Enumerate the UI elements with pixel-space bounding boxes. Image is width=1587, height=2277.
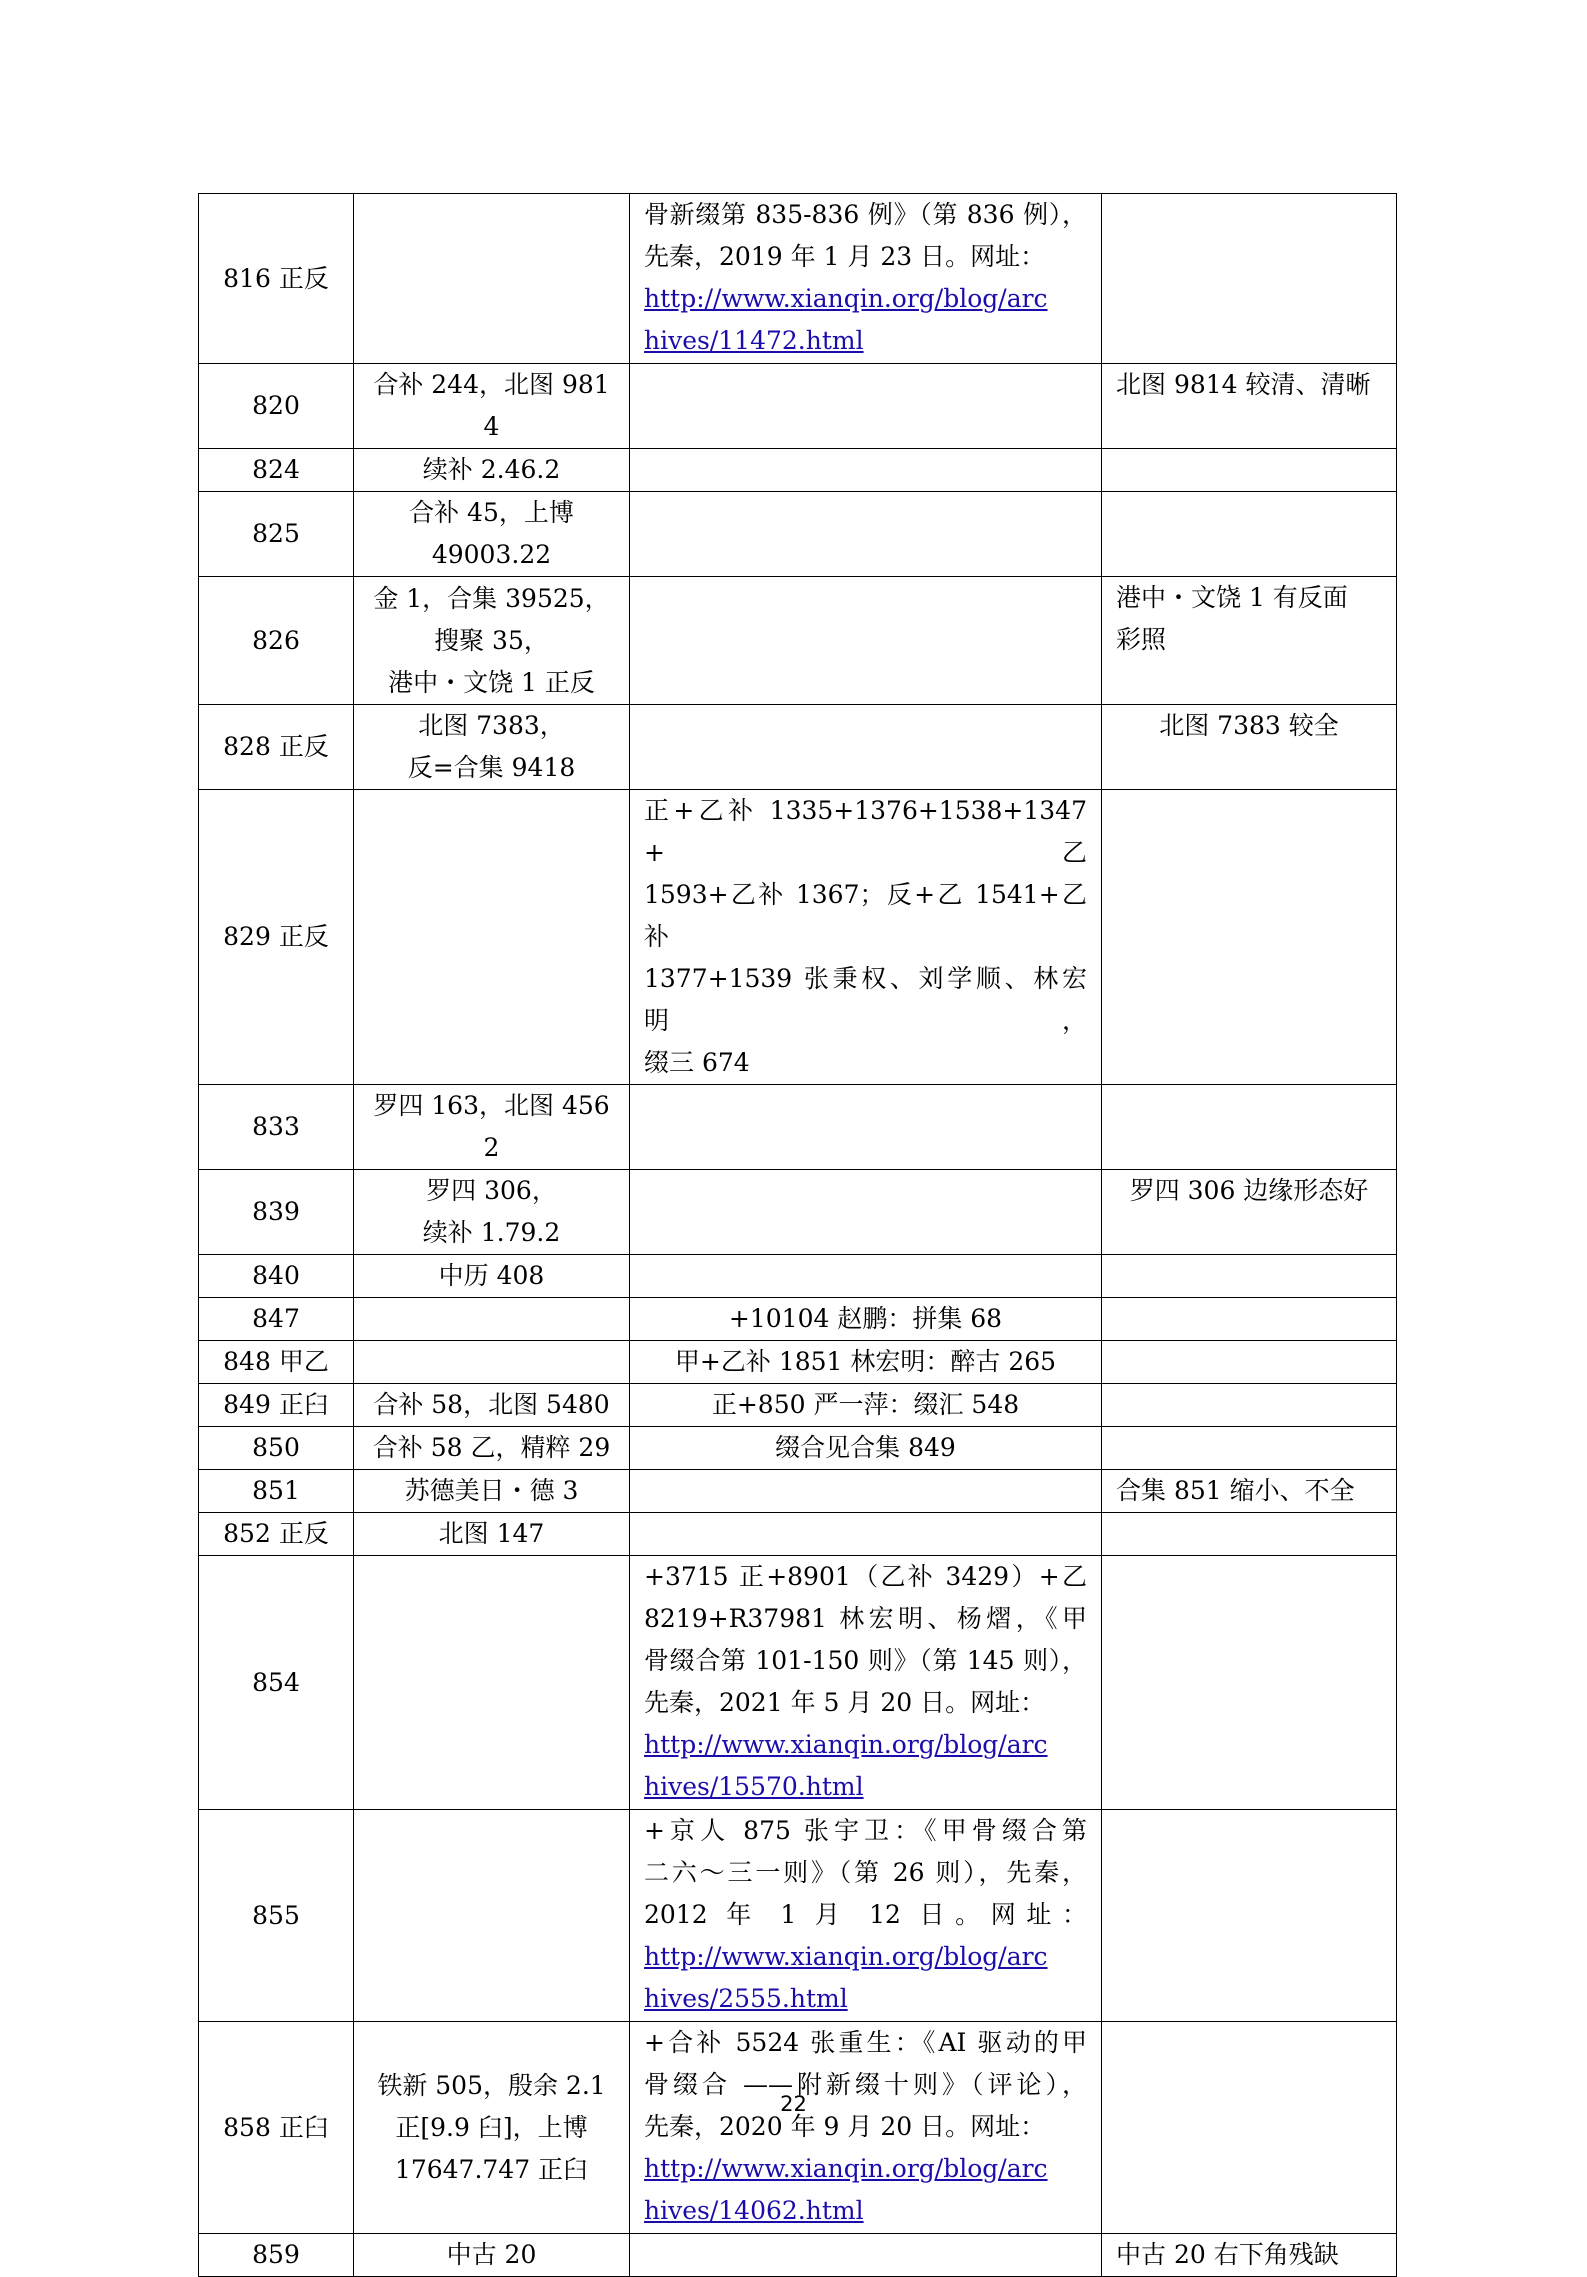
- url-link[interactable]: hives/11472.html: [644, 326, 864, 355]
- cell-note: [1102, 1170, 1397, 1255]
- join-line: 甲+乙补 1851 林宏明：醉古 265: [674, 1347, 1057, 1376]
- cell-number: [199, 2022, 354, 2234]
- page-number: 22: [780, 2092, 807, 2116]
- source-line: 正[9.9 臼]，上博: [395, 2112, 588, 2142]
- cell-note: [1102, 492, 1397, 577]
- join-line: 先秦，2019 年 1 月 23 日。网址：: [644, 242, 1046, 271]
- cell-note: [1102, 1341, 1397, 1384]
- cell-number-text: 852 正反: [223, 1519, 329, 1548]
- cell-number-text: 858 正臼: [223, 2112, 329, 2142]
- cell-number: [199, 2234, 354, 2277]
- source-line: 49003.22: [431, 540, 552, 569]
- source-line: 搜聚 35，: [434, 625, 549, 655]
- cell-join: [630, 577, 1102, 705]
- cell-number-text: 847: [252, 1304, 300, 1333]
- cell-sources: [354, 2234, 630, 2277]
- cell-number: [199, 1255, 354, 1298]
- join-line: 骨新缀第 835-836 例》（第 836 例），: [644, 200, 1087, 229]
- cell-note: [1102, 364, 1397, 449]
- cell-note: [1102, 1298, 1397, 1341]
- cell-number-text: 820: [252, 391, 300, 420]
- table-row: [199, 1513, 1397, 1556]
- cell-sources: [354, 492, 630, 577]
- cell-sources: [354, 1255, 630, 1298]
- source-line: 罗四 306，: [426, 1176, 557, 1205]
- source-line: 金 1，合集 39525，: [373, 583, 610, 613]
- table-row: [199, 790, 1397, 1085]
- cell-note: [1102, 449, 1397, 492]
- cell-join: [630, 1298, 1102, 1341]
- join-line: 正+850 严一萍：缀汇 548: [711, 1390, 1020, 1419]
- cell-number: [199, 1427, 354, 1470]
- source-line: 合补 58 乙，精粹 29: [372, 1433, 611, 1462]
- cell-number: [199, 364, 354, 449]
- cell-number-text: 825: [252, 519, 300, 548]
- cell-number: [199, 1470, 354, 1513]
- cell-number: [199, 577, 354, 705]
- cell-number-text: 839: [252, 1197, 300, 1226]
- cell-join: [630, 1170, 1102, 1255]
- note-line: 彩照: [1116, 625, 1167, 654]
- table-row: [199, 1341, 1397, 1384]
- source-line: 合补 244，北图 9814: [373, 370, 610, 441]
- cell-note: [1102, 194, 1397, 364]
- table-body: [199, 194, 1397, 2277]
- cell-note: [1102, 1556, 1397, 1810]
- cell-sources: [354, 194, 630, 364]
- cell-sources: [354, 1556, 630, 1810]
- source-line: 中古 20: [446, 2240, 537, 2269]
- cell-note: [1102, 1255, 1397, 1298]
- cell-note: [1102, 2234, 1397, 2277]
- cell-number: [199, 449, 354, 492]
- source-line: 中历 408: [438, 1261, 545, 1290]
- url-link[interactable]: http://www.xianqin.org/blog/arc: [644, 1730, 1048, 1759]
- cell-sources: [354, 790, 630, 1085]
- join-line: 先秦，2021 年 5 月 20 日。网址：: [644, 1688, 1046, 1717]
- cell-note: [1102, 1810, 1397, 2022]
- table-row: [199, 1255, 1397, 1298]
- cell-sources: [354, 2022, 630, 2234]
- cell-number: [199, 705, 354, 790]
- table-row: [199, 194, 1397, 364]
- cell-sources: [354, 577, 630, 705]
- catalog-table: [198, 193, 1397, 2277]
- cell-number: [199, 1556, 354, 1810]
- cell-number-text: 816 正反: [223, 263, 329, 293]
- table-row: [199, 1556, 1397, 1810]
- join-line: 先秦，2020 年 9 月 20 日。网址：: [644, 2112, 1046, 2141]
- cell-note: [1102, 577, 1397, 705]
- note-line: 北图 7383 较全: [1159, 711, 1339, 740]
- cell-sources: [354, 1170, 630, 1255]
- cell-join: [630, 1427, 1102, 1470]
- table-row: [199, 577, 1397, 705]
- source-line: 续补 1.79.2: [422, 1218, 561, 1247]
- cell-note: [1102, 790, 1397, 1085]
- cell-sources: [354, 705, 630, 790]
- table-row: [199, 2022, 1397, 2234]
- table-row: [199, 1085, 1397, 1170]
- cell-number-text: 829 正反: [223, 922, 329, 951]
- source-line: 铁新 505，殷余 2.1: [377, 2070, 606, 2100]
- cell-join: [630, 1085, 1102, 1170]
- join-line: 1593+乙补 1367；反+乙 1541+乙补: [644, 880, 1087, 951]
- source-line: 苏德美日・德 3: [404, 1476, 579, 1505]
- table-row: [199, 449, 1397, 492]
- url-link[interactable]: hives/14062.html: [644, 2196, 864, 2225]
- cell-number: [199, 194, 354, 364]
- cell-sources: [354, 1384, 630, 1427]
- cell-note: [1102, 2022, 1397, 2234]
- cell-join: [630, 1556, 1102, 1810]
- cell-join: [630, 1384, 1102, 1427]
- table-row: [199, 364, 1397, 449]
- cell-join: [630, 194, 1102, 364]
- url-link[interactable]: http://www.xianqin.org/blog/arc: [644, 1942, 1048, 1971]
- cell-sources: [354, 1470, 630, 1513]
- note-line: 合集 851 缩小、不全: [1116, 1476, 1355, 1505]
- cell-join: [630, 1513, 1102, 1556]
- url-link[interactable]: http://www.xianqin.org/blog/arc: [644, 2154, 1048, 2183]
- join-line: 1377+1539 张秉权、刘学顺、林宏明，: [644, 964, 1087, 1035]
- table-row: [199, 1384, 1397, 1427]
- cell-sources: [354, 1341, 630, 1384]
- cell-join: [630, 705, 1102, 790]
- cell-number: [199, 790, 354, 1085]
- join-line: 缀合见合集 849: [775, 1433, 956, 1462]
- cell-number: [199, 1298, 354, 1341]
- cell-join: [630, 1470, 1102, 1513]
- cell-note: [1102, 1427, 1397, 1470]
- cell-number-text: 848 甲乙: [223, 1347, 329, 1376]
- url-link[interactable]: hives/15570.html: [644, 1772, 864, 1801]
- cell-number-text: 828 正反: [223, 732, 329, 761]
- cell-join: [630, 492, 1102, 577]
- cell-note: [1102, 1470, 1397, 1513]
- cell-number-text: 833: [252, 1112, 300, 1141]
- join-line: +京人 875 张宇卫：《甲骨缀合第: [644, 1816, 1087, 1845]
- cell-note: [1102, 1513, 1397, 1556]
- note-line: 北图 9814 较清、清晰: [1116, 370, 1371, 399]
- url-link[interactable]: hives/2555.html: [644, 1984, 848, 2013]
- table-row: [199, 705, 1397, 790]
- join-line: +合补 5524 张重生：《AI 驱动的甲: [644, 2028, 1087, 2057]
- table-row: [199, 2234, 1397, 2277]
- cell-note: [1102, 1384, 1397, 1427]
- cell-number: [199, 1384, 354, 1427]
- cell-number-text: 849 正臼: [223, 1390, 329, 1419]
- join-line: +3715 正+8901（乙补 3429）+乙: [644, 1562, 1087, 1591]
- cell-number: [199, 1341, 354, 1384]
- cell-join: [630, 449, 1102, 492]
- table-row: [199, 492, 1397, 577]
- cell-join: [630, 1341, 1102, 1384]
- cell-number: [199, 1513, 354, 1556]
- cell-note: [1102, 705, 1397, 790]
- cell-join: [630, 2022, 1102, 2234]
- cell-number-text: 854: [252, 1667, 300, 1697]
- table-row: [199, 1298, 1397, 1341]
- join-line: 缀三 674: [644, 1048, 750, 1077]
- cell-sources: [354, 1427, 630, 1470]
- source-line: 合补 58，北图 5480: [373, 1390, 610, 1419]
- cell-number: [199, 1170, 354, 1255]
- join-line: +10104 赵鹏：拼集 68: [728, 1304, 1003, 1333]
- cell-join: [630, 364, 1102, 449]
- cell-number: [199, 1810, 354, 2022]
- cell-sources: [354, 364, 630, 449]
- join-line: 2012 年 1 月 12 日。网址：: [644, 1900, 1087, 1929]
- cell-number: [199, 1085, 354, 1170]
- cell-sources: [354, 449, 630, 492]
- cell-number: [199, 492, 354, 577]
- source-line: 续补 2.46.2: [422, 455, 561, 484]
- source-line: 北图 147: [438, 1519, 545, 1548]
- cell-number-text: 826: [252, 625, 300, 655]
- cell-sources: [354, 1810, 630, 2022]
- join-line: 8219+R37981 林宏明、杨熠，《甲: [644, 1604, 1087, 1633]
- table-row: [199, 1810, 1397, 2022]
- table-row: [199, 1427, 1397, 1470]
- cell-number-text: 851: [252, 1476, 300, 1505]
- cell-number-text: 850: [252, 1433, 300, 1462]
- source-line: 港中・文饶 1 正反: [388, 667, 595, 697]
- cell-join: [630, 2234, 1102, 2277]
- source-line: 罗四 163，北图 4562: [373, 1091, 610, 1162]
- note-line: 罗四 306 边缘形态好: [1129, 1176, 1369, 1205]
- join-line: 骨缀合 ——附新缀十则》（评论），: [644, 2070, 1087, 2099]
- join-line: 骨缀合第 101-150 则》（第 145 则），: [644, 1646, 1087, 1675]
- source-line: 合补 45，上博: [409, 498, 574, 527]
- table-row: [199, 1170, 1397, 1255]
- cell-sources: [354, 1513, 630, 1556]
- join-line: 正+乙补 1335+1376+1538+1347+乙: [644, 796, 1087, 867]
- note-line: 中古 20 右下角残缺: [1116, 2240, 1339, 2269]
- cell-number-text: 855: [252, 1900, 300, 1930]
- cell-note: [1102, 1085, 1397, 1170]
- cell-join: [630, 1255, 1102, 1298]
- cell-number-text: 859: [252, 2240, 300, 2269]
- url-link[interactable]: http://www.xianqin.org/blog/arc: [644, 284, 1048, 313]
- cell-join: [630, 790, 1102, 1085]
- cell-sources: [354, 1085, 630, 1170]
- note-line: 港中・文饶 1 有反面: [1116, 583, 1348, 612]
- cell-sources: [354, 1298, 630, 1341]
- source-line: 反=合集 9418: [407, 753, 576, 782]
- table-row: [199, 1470, 1397, 1513]
- join-line: 二六～三一则》（第 26 则），先秦，: [644, 1858, 1087, 1887]
- source-line: 北图 7383，: [418, 711, 565, 740]
- source-line: 17647.747 正臼: [394, 2154, 589, 2184]
- cell-join: [630, 1810, 1102, 2022]
- cell-number-text: 824: [252, 455, 300, 484]
- cell-number-text: 840: [252, 1261, 300, 1290]
